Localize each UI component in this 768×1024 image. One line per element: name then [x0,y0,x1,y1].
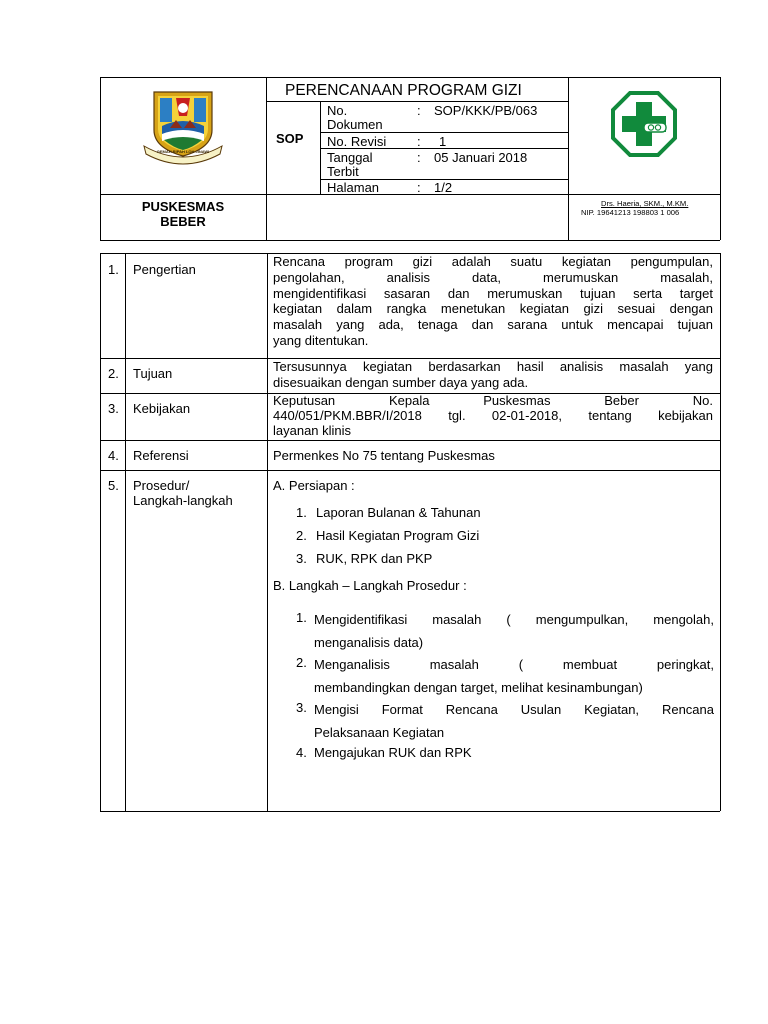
regency-logo [140,86,226,166]
item-line: Mengisi Format Rencana Usulan Kegiatan, Rencana [314,702,714,717]
meta-colon: : [417,103,421,118]
body-line: Keputusan Kepala Puskesmas Beber No. [273,393,713,408]
section-number: 1. [108,262,119,277]
body-line: Rencana program gizi adalah suatu kegiatan pengumpulan, [273,254,713,269]
meta-label: No. Revisi [327,134,387,149]
puskesmas-cross-icon [610,90,678,158]
regency-crest-icon [140,86,226,166]
signatory-name: Drs. Haeria, SKM., M.KM. [601,199,689,208]
meta-label: Dokumen [327,117,383,132]
item-line: Pelaksanaan Kegiatan [314,724,445,740]
logo-motto: GEMAH RIPAH LOH JINAWI [156,149,210,154]
section-heading: Tujuan [133,366,173,381]
body-line: pengolahan, analisis data, merumuskan masalah, [273,269,713,285]
part-b-title: B. Langkah – Langkah Prosedur : [273,578,467,593]
item-text: RUK, RPK dan PKP [316,551,433,566]
item-number: 3. [296,551,307,566]
item-number: 2. [296,528,307,543]
meta-label: Tanggal [327,150,373,165]
org-name: PUSKESMAS [141,199,225,214]
meta-colon: : [417,150,421,165]
item-text: Hasil Kegiatan Program Gizi [316,528,480,543]
item-number: 1. [296,610,307,625]
body-line: kegiatan dalam rangka menetukan kegiatan gizi sesuai dengan [273,301,713,317]
item-line: menganalisis data) [314,634,424,650]
body-line: Tersusunnya kegiatan berdasarkan hasil analisis masalah yang [273,359,713,374]
section-number: 4. [108,448,119,463]
item-number: 1. [296,505,307,520]
puskesmas-logo [610,90,678,158]
item-line: membandingkan dengan target, melihat kesinambungan) [314,679,643,695]
body-line: yang ditentukan. [273,332,369,348]
item-text: Mengajukan RUK dan RPK [314,745,472,760]
item-text [314,699,714,744]
section-number: 2. [108,366,119,381]
item-line: Mengidentifikasi masalah ( mengumpulkan, mengolah, [314,612,714,627]
section-heading: Referensi [133,448,189,463]
meta-label: No. [327,103,348,118]
section-body [273,359,713,391]
document-title: PERENCANAAN PROGRAM GIZI [285,82,522,99]
body-line: mengidentifikasi sasaran dan merumuskan tujuan serta target [273,285,713,301]
item-text [314,654,714,699]
section-heading: Langkah-langkah [133,493,233,508]
section-body [273,393,713,438]
meta-value: 1 [439,134,447,149]
item-line: Menganalisis masalah ( membuat peringkat, [314,657,714,672]
section-number: 5. [108,478,119,493]
org-name: BEBER [160,214,206,229]
sop-label: SOP [276,131,304,146]
item-number: 2. [296,655,307,670]
meta-value: SOP/KKK/PB/063 [434,103,538,118]
section-body: Permenkes No 75 tentang Puskesmas [273,448,495,463]
meta-value: 05 Januari 2018 [434,150,528,165]
body-line: masalah yang ada, tenaga dan sarana untuk mencapai tujuan [273,317,713,333]
section-number: 3. [108,401,119,416]
body-line: disesuaikan dengan sumber daya yang ada. [273,374,529,390]
meta-label: Halaman [327,180,380,195]
item-text [314,609,714,654]
item-text: Laporan Bulanan & Tahunan [316,505,481,520]
section-heading: Kebijakan [133,401,191,416]
section-body [273,254,713,349]
part-a-title: A. Persiapan : [273,478,355,493]
section-heading: Prosedur/ [133,478,190,493]
meta-label: Terbit [327,164,359,179]
meta-value: 1/2 [434,180,453,195]
meta-colon: : [417,180,421,195]
meta-colon: : [417,134,421,149]
item-number: 4. [296,745,307,760]
body-line: layanan klinis [273,423,352,438]
item-number: 3. [296,700,307,715]
signatory-nip: NIP. 19641213 198803 1 006 [581,208,680,217]
section-heading: Pengertian [133,262,196,277]
body-line: 440/051/PKM.BBR/I/2018 tgl. 02-01-2018, tentang kebijakan [273,408,713,423]
